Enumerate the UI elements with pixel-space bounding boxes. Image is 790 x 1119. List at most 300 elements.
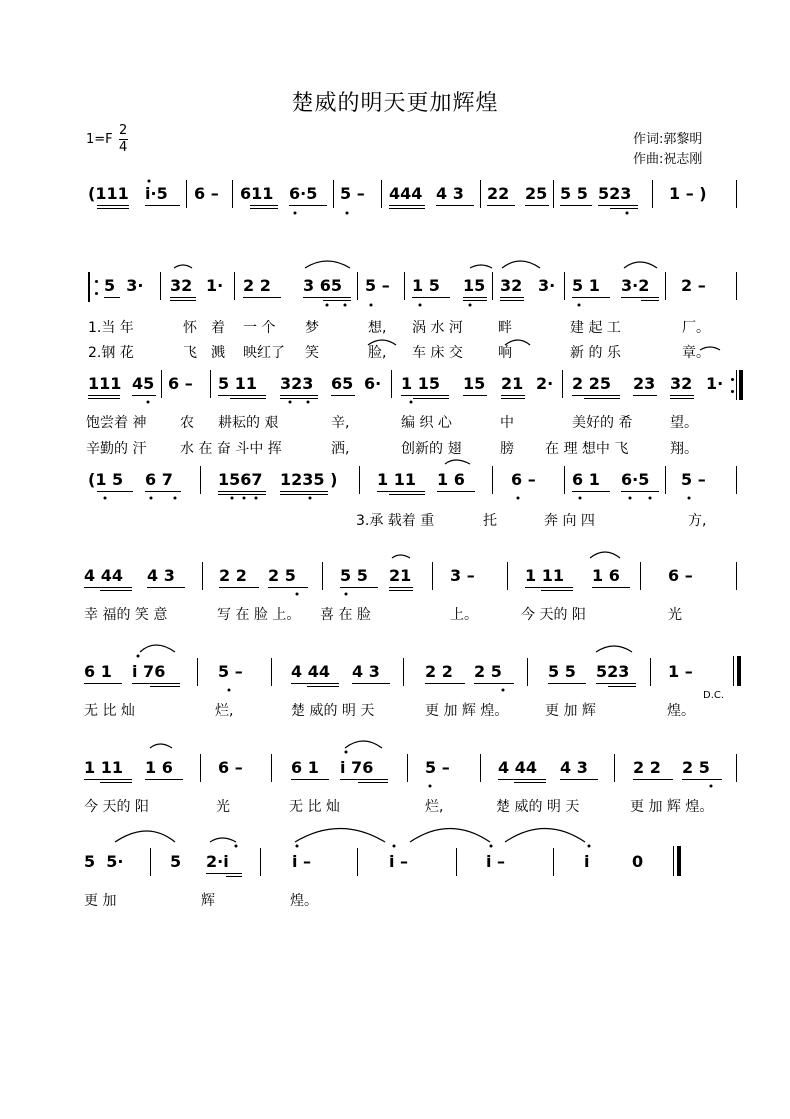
notation-line-5 (0, 566, 790, 606)
underline-beam (463, 297, 487, 298)
underline-beam (132, 683, 180, 684)
note-group: i – (389, 852, 409, 871)
note-group: 21 (501, 374, 524, 393)
underline-beam (500, 300, 524, 301)
final-barline (677, 846, 681, 876)
lyric-line-3a (0, 510, 790, 550)
note-group: 3· (538, 276, 556, 295)
lyric-text: 创新的 翅 (401, 441, 462, 457)
note-group: i (584, 852, 590, 871)
underline-beam (610, 208, 638, 209)
note-group: 1 – (668, 662, 693, 681)
note-group: 1 15 (401, 374, 440, 393)
note-group: 3·2 (621, 276, 650, 295)
underline-beam (340, 779, 388, 780)
underline-beam (147, 587, 185, 588)
barline (200, 754, 201, 782)
note-group: 2 2 (243, 276, 271, 295)
lyric-text: 辛, (331, 415, 350, 431)
barline (492, 466, 493, 494)
lyric-text: 章。 (682, 345, 710, 361)
note-group: 5 5 (340, 566, 368, 585)
note-group: 6 – (218, 758, 243, 777)
note-group: 2· (536, 374, 554, 393)
underline-beam (501, 398, 525, 399)
high-dot (296, 845, 299, 848)
underline-beam (230, 398, 266, 399)
notation-line-8 (0, 852, 790, 892)
barline (260, 848, 261, 876)
underline-beam (132, 395, 156, 396)
lyric-text: 车 床 交 (412, 345, 463, 361)
underline-beam (670, 395, 694, 396)
note-group: 1· (206, 276, 224, 295)
underline-beam (633, 395, 657, 396)
underline-beam (436, 205, 474, 206)
underline-beam (84, 587, 132, 588)
underline-beam (323, 300, 351, 301)
underline-beam (572, 297, 610, 298)
note-group: 2 25 (572, 374, 611, 393)
lyric-text: 烂, (425, 799, 444, 815)
notation-line-3 (0, 374, 790, 414)
underline-beam (280, 491, 328, 492)
high-dot (345, 751, 348, 754)
da-capo-mark: D.C. (703, 690, 725, 701)
slur-mark (590, 552, 620, 558)
lyric-text: 1.当 年 (88, 320, 134, 336)
note-group: 45 (132, 374, 155, 393)
barline (640, 562, 641, 590)
lyric-text: 望。 (670, 415, 698, 431)
underline-beam (268, 587, 308, 588)
underline-beam (389, 208, 425, 209)
lyric-text: 2.钢 花 (88, 345, 134, 361)
underline-beam (280, 395, 318, 396)
barline (333, 180, 334, 208)
underline-beam (670, 398, 694, 399)
underline-beam (170, 297, 196, 298)
barline (200, 466, 201, 494)
note-group: i – (486, 852, 506, 871)
underline-beam (437, 491, 475, 492)
slur-mark (470, 265, 492, 268)
note-group: 15 (463, 276, 486, 295)
lyric-line-3d (0, 796, 790, 836)
lyric-text: 溅 (211, 345, 225, 361)
note-group: 4 44 (84, 566, 123, 585)
note-group: 21 (389, 566, 412, 585)
barline (665, 272, 666, 300)
note-group: 15 (463, 374, 486, 393)
lyric-text: 梦 (305, 320, 319, 336)
note-group: 4 44 (498, 758, 537, 777)
note-group: i 76 (340, 758, 374, 777)
underline-beam (608, 686, 636, 687)
underline-beam (291, 683, 339, 684)
high-dot (588, 845, 591, 848)
note-group: 6 1 (291, 758, 319, 777)
underline-beam (572, 491, 610, 492)
note-group: 1 11 (84, 758, 123, 777)
lyric-text: 更 加 辉 煌。 (425, 703, 509, 719)
barline (403, 658, 404, 686)
lyricist-credit: 作词:郭黎明 (633, 132, 703, 147)
note-group: 1 5 (412, 276, 440, 295)
note-group: 4 3 (560, 758, 588, 777)
lyric-text: 脸, (368, 345, 387, 361)
barline (381, 180, 382, 208)
note-group: 5 – (681, 470, 706, 489)
underline-beam (340, 587, 378, 588)
lyric-line-3b (0, 604, 790, 644)
underline-beam (145, 779, 183, 780)
high-dot (235, 845, 238, 848)
note-group: 6 – (194, 184, 219, 203)
notation-line-2 (0, 276, 790, 316)
barline (733, 656, 734, 686)
notation-line-1 (0, 184, 790, 224)
lyric-text: 写 在 脸 上。 (217, 607, 301, 623)
barline (673, 846, 674, 876)
lyric-text: 翔。 (670, 441, 698, 457)
underline-beam (463, 300, 487, 301)
composer-credit: 作曲:祝志刚 (633, 152, 703, 167)
barline (480, 180, 481, 208)
underline-beam (303, 297, 351, 298)
repeat-end-barline (739, 370, 743, 400)
note-group: 32 (170, 276, 193, 295)
underline-beam (682, 779, 722, 780)
underline-beam (97, 205, 129, 206)
lyric-text: 美好的 希 (572, 415, 633, 431)
repeat-dot (731, 378, 734, 381)
barline (736, 370, 737, 400)
note-group: 2·i (206, 852, 229, 871)
underline-beam (352, 683, 390, 684)
lyric-text: 更 加 (84, 893, 117, 909)
lyric-text: 光 (216, 799, 230, 815)
lyric-text: 洒, (331, 441, 350, 457)
underline-beam (412, 297, 450, 298)
barline (614, 754, 615, 782)
underline-beam (84, 779, 132, 780)
note-group: 23 (633, 374, 656, 393)
underline-beam (291, 779, 329, 780)
lyric-line-3e (0, 890, 790, 930)
lyric-text: 烂, (215, 703, 234, 719)
note-group: 3 65 (303, 276, 342, 295)
repeat-dot (95, 292, 98, 295)
lyric-text: 今 天的 阳 (84, 799, 149, 815)
underline-beam (592, 587, 630, 588)
barline (650, 658, 651, 686)
note-group: 6· (364, 374, 382, 393)
note-group: 111 (88, 374, 122, 393)
lyric-text: 楚 威的 明 天 (291, 703, 375, 719)
time-signature (119, 124, 128, 155)
barline (391, 370, 392, 398)
underline-beam (289, 205, 327, 206)
underline-beam (584, 398, 620, 399)
underline-beam (307, 686, 339, 687)
underline-beam (150, 686, 180, 687)
note-group: 1· (706, 374, 724, 393)
underline-beam (250, 208, 278, 209)
barline (553, 848, 554, 876)
lyric-text: 映红了 (243, 345, 285, 361)
lyric-text: 饱尝着 神 (86, 415, 147, 431)
underline-beam (104, 297, 120, 298)
underline-beam (358, 782, 388, 783)
lyric-text: 托 (483, 513, 497, 529)
lyric-text: 无 比 灿 (84, 703, 135, 719)
barline (407, 754, 408, 782)
note-group: 2 5 (682, 758, 710, 777)
note-group: 5 5 (560, 184, 588, 203)
note-group: 2 – (681, 276, 706, 295)
note-group: 1235 ) (280, 470, 338, 489)
note-group: 25 (525, 184, 548, 203)
barline (202, 562, 203, 590)
high-dot (393, 845, 396, 848)
underline-beam (633, 779, 673, 780)
note-group: (1 5 (88, 470, 124, 489)
note-group: 65 (331, 374, 354, 393)
underline-beam (498, 779, 546, 780)
note-group: 523 (598, 184, 632, 203)
time-numerator: 2 (119, 123, 128, 138)
note-group: i·5 (145, 184, 168, 203)
note-group: 5 – (218, 662, 243, 681)
barline (160, 272, 161, 300)
underline-beam (463, 395, 487, 396)
lyric-text: 在 理 想中 飞 (545, 441, 629, 457)
barline (492, 272, 493, 300)
underline-beam (100, 782, 132, 783)
note-group: 6·5 (621, 470, 650, 489)
note-group: 6 – (511, 470, 536, 489)
lyric-text: 涡 水 河 (412, 320, 463, 336)
note-group: 1 6 (145, 758, 173, 777)
note-group: 32 (670, 374, 693, 393)
underline-beam (170, 300, 196, 301)
note-group: 6 7 (145, 470, 173, 489)
final-barline (737, 656, 741, 686)
barline (186, 180, 187, 208)
underline-beam (525, 205, 549, 206)
underline-beam (250, 205, 278, 206)
slur-mark (596, 646, 632, 652)
underline-beam (641, 300, 659, 301)
barline (564, 466, 565, 494)
note-group: 4 3 (147, 566, 175, 585)
underline-beam (226, 876, 242, 877)
note-group: 22 (487, 184, 510, 203)
barline (432, 562, 433, 590)
barline (736, 180, 737, 208)
barline (357, 272, 358, 300)
barline (665, 466, 666, 494)
underline-beam (218, 494, 266, 495)
high-dot (137, 655, 140, 658)
barline (404, 272, 405, 300)
lyric-text: 煌。 (290, 893, 318, 909)
note-group: 6 – (668, 566, 693, 585)
underline-beam (218, 491, 266, 492)
lyric-text: 辉 (201, 893, 215, 909)
slur-mark (140, 645, 175, 652)
note-group: 611 (240, 184, 274, 203)
lyric-text: 奔 向 四 (544, 513, 595, 529)
lyric-text: 想, (368, 320, 387, 336)
slur-mark (392, 555, 410, 558)
lyric-text: 农 (180, 415, 194, 431)
lyric-text: 今 天的 阳 (521, 607, 586, 623)
lyric-text: 响 (498, 345, 512, 361)
lyric-text: 新 的 乐 (570, 345, 621, 361)
underline-beam (84, 683, 122, 684)
lyric-text: 一 个 (243, 320, 276, 336)
note-group: 4 44 (291, 662, 330, 681)
note-group: 444 (389, 184, 423, 203)
slur-mark (345, 741, 382, 748)
lyric-text: 畔 (498, 320, 512, 336)
note-group: 6 – (168, 374, 193, 393)
lyric-text: 笑 (305, 345, 319, 361)
note-group: i – (292, 852, 312, 871)
note-group: 523 (596, 662, 630, 681)
underline-beam (598, 205, 638, 206)
lyric-text: 建 起 工 (570, 320, 621, 336)
underline-beam (514, 782, 546, 783)
lyric-text: 上。 (450, 607, 478, 623)
underline-beam (596, 683, 636, 684)
high-dot (490, 845, 493, 848)
underline-beam (219, 587, 259, 588)
lyric-text: 煌。 (667, 703, 695, 719)
note-group: 2 2 (633, 758, 661, 777)
barline (322, 562, 323, 590)
note-group: 32 (500, 276, 523, 295)
underline-beam (389, 494, 425, 495)
underline-beam (97, 208, 129, 209)
note-group: 1 6 (592, 566, 620, 585)
underline-beam (500, 297, 524, 298)
underline-beam (525, 587, 573, 588)
note-group: 5 3· (104, 276, 144, 295)
underline-beam (97, 491, 133, 492)
lyric-text: 更 加 辉 (545, 703, 596, 719)
lyric-text: 厂。 (682, 320, 710, 336)
underline-beam (548, 683, 586, 684)
note-group: 2 5 (474, 662, 502, 681)
barline (150, 848, 151, 876)
underline-beam (88, 398, 120, 399)
note-group: 2 5 (268, 566, 296, 585)
underline-beam (425, 683, 465, 684)
lyric-line-3c (0, 700, 790, 740)
underline-beam (541, 590, 573, 591)
underline-beam (331, 395, 355, 396)
slur-mark (502, 261, 540, 268)
underline-beam (621, 491, 659, 492)
barline (271, 658, 272, 686)
barline (507, 562, 508, 590)
barline (161, 370, 162, 398)
repeat-dot (95, 280, 98, 283)
note-group: 1567 (218, 470, 263, 489)
barline (736, 754, 737, 782)
note-group: (111 (88, 184, 129, 203)
note-group: 5 5· (84, 852, 124, 871)
key-label: 1=F (86, 132, 113, 147)
slur-mark (305, 261, 350, 268)
barline (234, 272, 235, 300)
lyric-text: 中 (500, 415, 514, 431)
notation-line-6 (0, 662, 790, 702)
note-group: 1 11 (377, 470, 416, 489)
note-group: 5 – (425, 758, 450, 777)
underline-beam (621, 297, 659, 298)
lyric-text: 编 织 心 (401, 415, 452, 431)
song-title: 楚威的明天更加辉煌 (291, 91, 499, 116)
high-dot (148, 180, 151, 183)
barline (527, 658, 528, 686)
underline-beam (145, 205, 180, 206)
repeat-dot (731, 390, 734, 393)
note-group: 2 2 (219, 566, 247, 585)
barline (210, 370, 211, 398)
note-group: 4 3 (352, 662, 380, 681)
underline-beam (474, 683, 514, 684)
barline (553, 180, 554, 208)
lyric-text: 3.承 载着 重 (356, 513, 435, 529)
underline-beam (401, 395, 449, 396)
underline-beam (88, 395, 120, 396)
slur-mark (174, 265, 192, 268)
underline-beam (280, 494, 328, 495)
lyric-text: 楚 威的 明 天 (496, 799, 580, 815)
barline (652, 180, 653, 208)
note-group: 3 – (450, 566, 475, 585)
lyric-text: 着 (211, 320, 225, 336)
note-group: 5 – (340, 184, 365, 203)
note-group: 5 (170, 852, 182, 871)
barline (456, 848, 457, 876)
barline (359, 466, 360, 494)
barline (736, 272, 737, 300)
key-signature (86, 124, 128, 155)
underline-beam (389, 205, 425, 206)
underline-beam (145, 491, 181, 492)
underline-beam (389, 587, 413, 588)
notation-line-4 (0, 470, 790, 510)
lyric-text: 飞 (183, 345, 197, 361)
barline (271, 754, 272, 782)
underline-beam (572, 395, 620, 396)
slur-mark (210, 838, 236, 842)
underline-beam (280, 398, 318, 399)
lyric-text: 方, (688, 513, 707, 529)
time-denominator: 4 (119, 140, 128, 155)
underline-beam (243, 297, 281, 298)
lyric-text: 膀 (500, 441, 514, 457)
underline-beam (206, 873, 242, 874)
note-group: 323 (280, 374, 314, 393)
lyric-text: 更 加 辉 煌。 (630, 799, 714, 815)
slur-mark (150, 744, 172, 748)
